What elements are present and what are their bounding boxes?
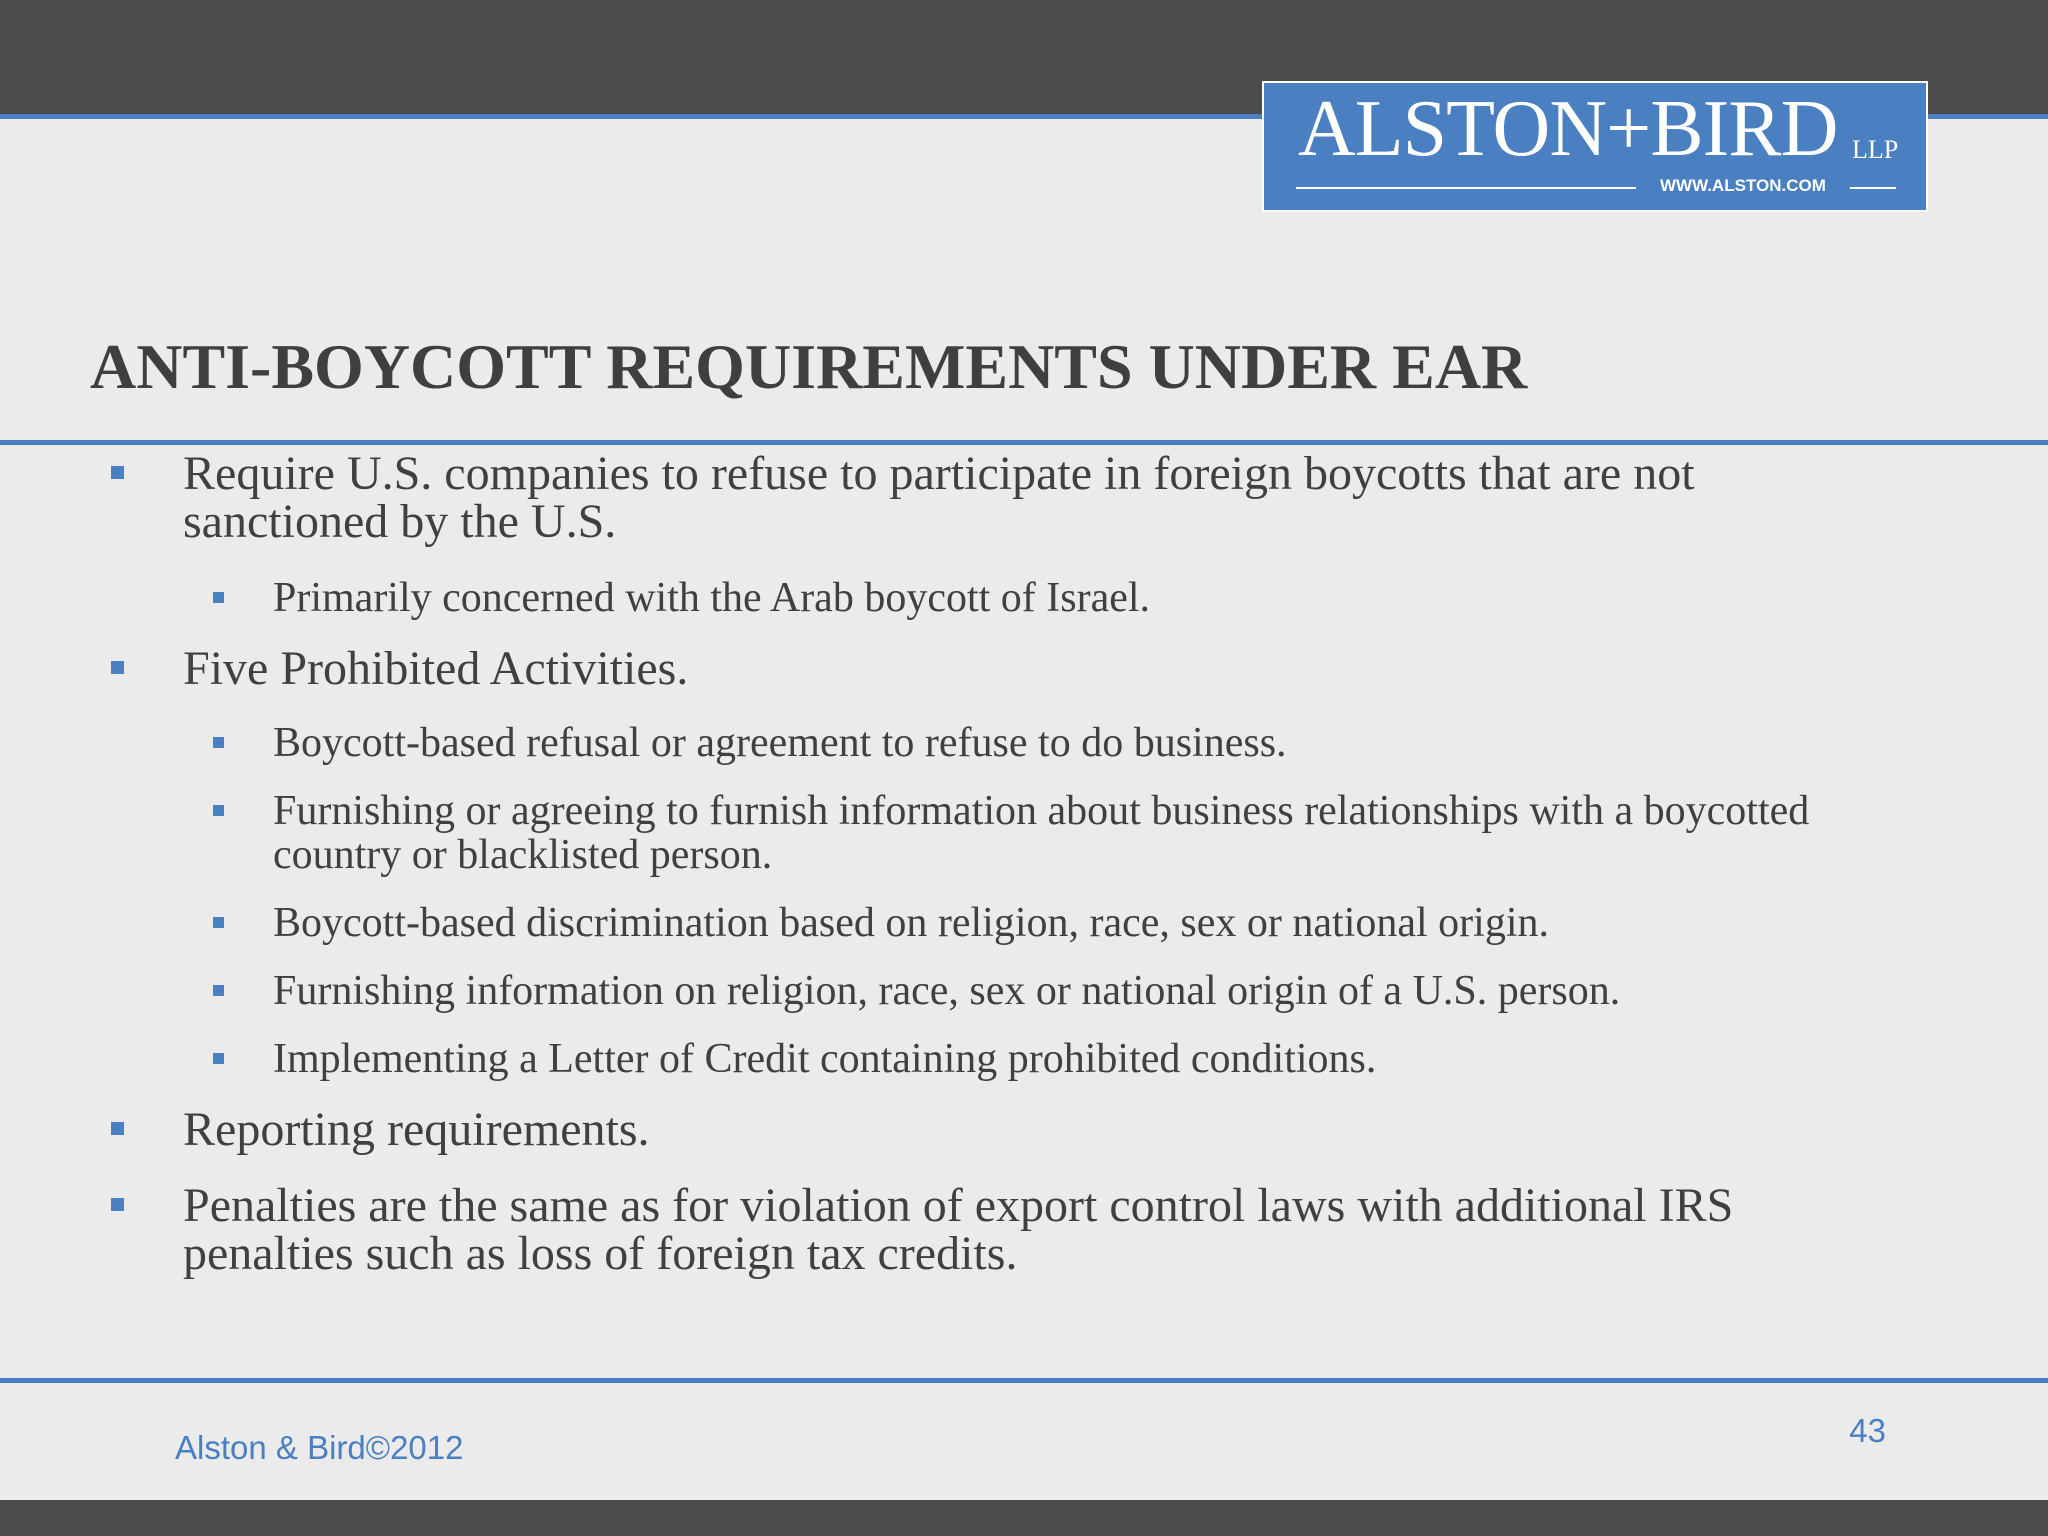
bullet-item [183,447,1883,548]
bullet-text: Boycott-based refusal or agreement to refuse to do business. [273,720,1287,766]
bullet-marker-icon [111,1122,124,1135]
logo-wordmark: ALSTON+BIRD [1298,85,1838,173]
page-number: 43 [1849,1412,1886,1449]
bullet-marker-icon [213,917,224,928]
bullet-marker-icon [213,805,224,816]
sub-bullet-item [273,969,1893,1013]
sub-bullet-item [273,789,1893,877]
bullet-marker-icon [111,661,124,674]
sub-bullet-item [273,721,1893,765]
sub-bullet-item [273,1037,1893,1081]
logo-url: WWW.ALSTON.COM [1660,176,1826,195]
bullet-text: Reporting requirements. [183,1103,650,1156]
bullet-marker-icon [213,1053,224,1064]
slide-title: ANTI-BOYCOTT REQUIREMENTS UNDER EAR [90,331,1528,402]
bullet-marker-icon [213,985,224,996]
footer-copyright: Alston & Bird©2012 [175,1429,464,1466]
bullet-marker-icon [213,592,224,603]
bullet-item [183,1103,1883,1156]
footer-divider [0,1378,2048,1383]
bullet-marker-icon [213,737,224,748]
bullet-text: Boycott-based discrimination based on religion, race, sex or national origin. [273,900,1549,946]
bullet-text: Penalties are the same as for violation of export control laws with additional IRS penalties such as loss of foreign tax credits. [183,1179,1734,1280]
title-divider [0,440,2048,445]
bullet-text: Implementing a Letter of Credit containing prohibited conditions. [273,1036,1377,1082]
company-logo [1262,81,1928,212]
logo-suffix: LLP [1852,135,1899,164]
logo-rule-right [1850,187,1896,189]
bullet-text: Five Prohibited Activities. [183,642,689,695]
sub-bullet-item [273,901,1893,945]
bottom-bar [0,1500,2048,1536]
bullet-text: Furnishing or agreeing to furnish information about business relationships with a boycotted country or blacklisted person. [273,788,1810,878]
bullet-item [183,642,1883,695]
sub-bullet-item [273,576,1893,620]
logo-rule-left [1296,187,1636,189]
bullet-text: Require U.S. companies to refuse to participate in foreign boycotts that are not sanctioned by the U.S. [183,447,1695,548]
bullet-marker-icon [111,466,124,479]
bullet-marker-icon [111,1198,124,1211]
bullet-item [183,1179,1883,1280]
bullet-text: Furnishing information on religion, race, sex or national origin of a U.S. person. [273,968,1621,1014]
bullet-text: Primarily concerned with the Arab boycott of Israel. [273,575,1151,621]
